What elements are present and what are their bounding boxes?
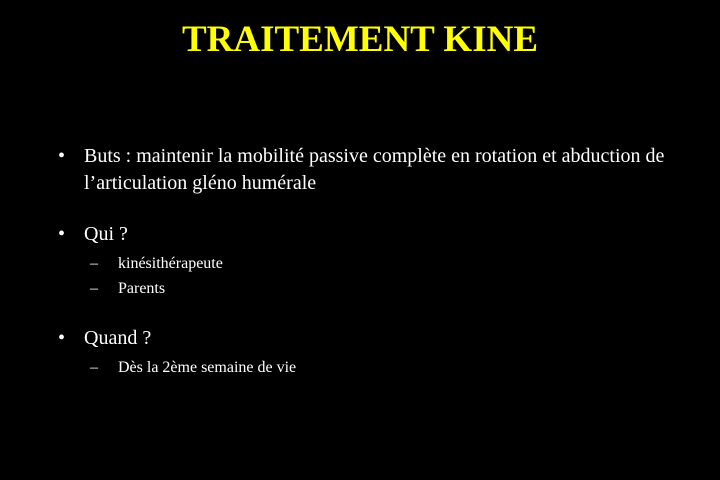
bullet-marker: •	[58, 145, 66, 167]
bullet-when	[58, 325, 698, 380]
sub-item-parents	[90, 276, 698, 301]
sub-item-marker: –	[90, 255, 98, 272]
sub-list-who	[84, 251, 698, 301]
sub-item-text: Parents	[118, 280, 166, 297]
bullet-who	[58, 221, 698, 301]
slide-title: TRAITEMENT KINE	[181, 19, 539, 60]
sub-item-text: kinésithérapeute	[118, 255, 223, 272]
sub-item-physiotherapist	[90, 251, 698, 276]
bullet-goals	[58, 143, 698, 197]
sub-item-marker: –	[90, 359, 98, 376]
bullet-text: Qui ?	[84, 223, 128, 245]
sub-item-marker: –	[90, 280, 98, 297]
bullet-list	[58, 143, 698, 404]
bullet-text: Quand ?	[84, 327, 152, 349]
sub-item-start-week	[90, 355, 698, 380]
bullet-marker: •	[58, 223, 66, 245]
sub-item-text: Dès la 2ème semaine de vie	[118, 359, 297, 376]
bullet-marker: •	[58, 327, 66, 349]
bullet-text: Buts : maintenir la mobilité passive complète en rotation et abduction de l’articulation gléno humérale	[84, 145, 665, 194]
sub-list-when	[84, 355, 698, 380]
